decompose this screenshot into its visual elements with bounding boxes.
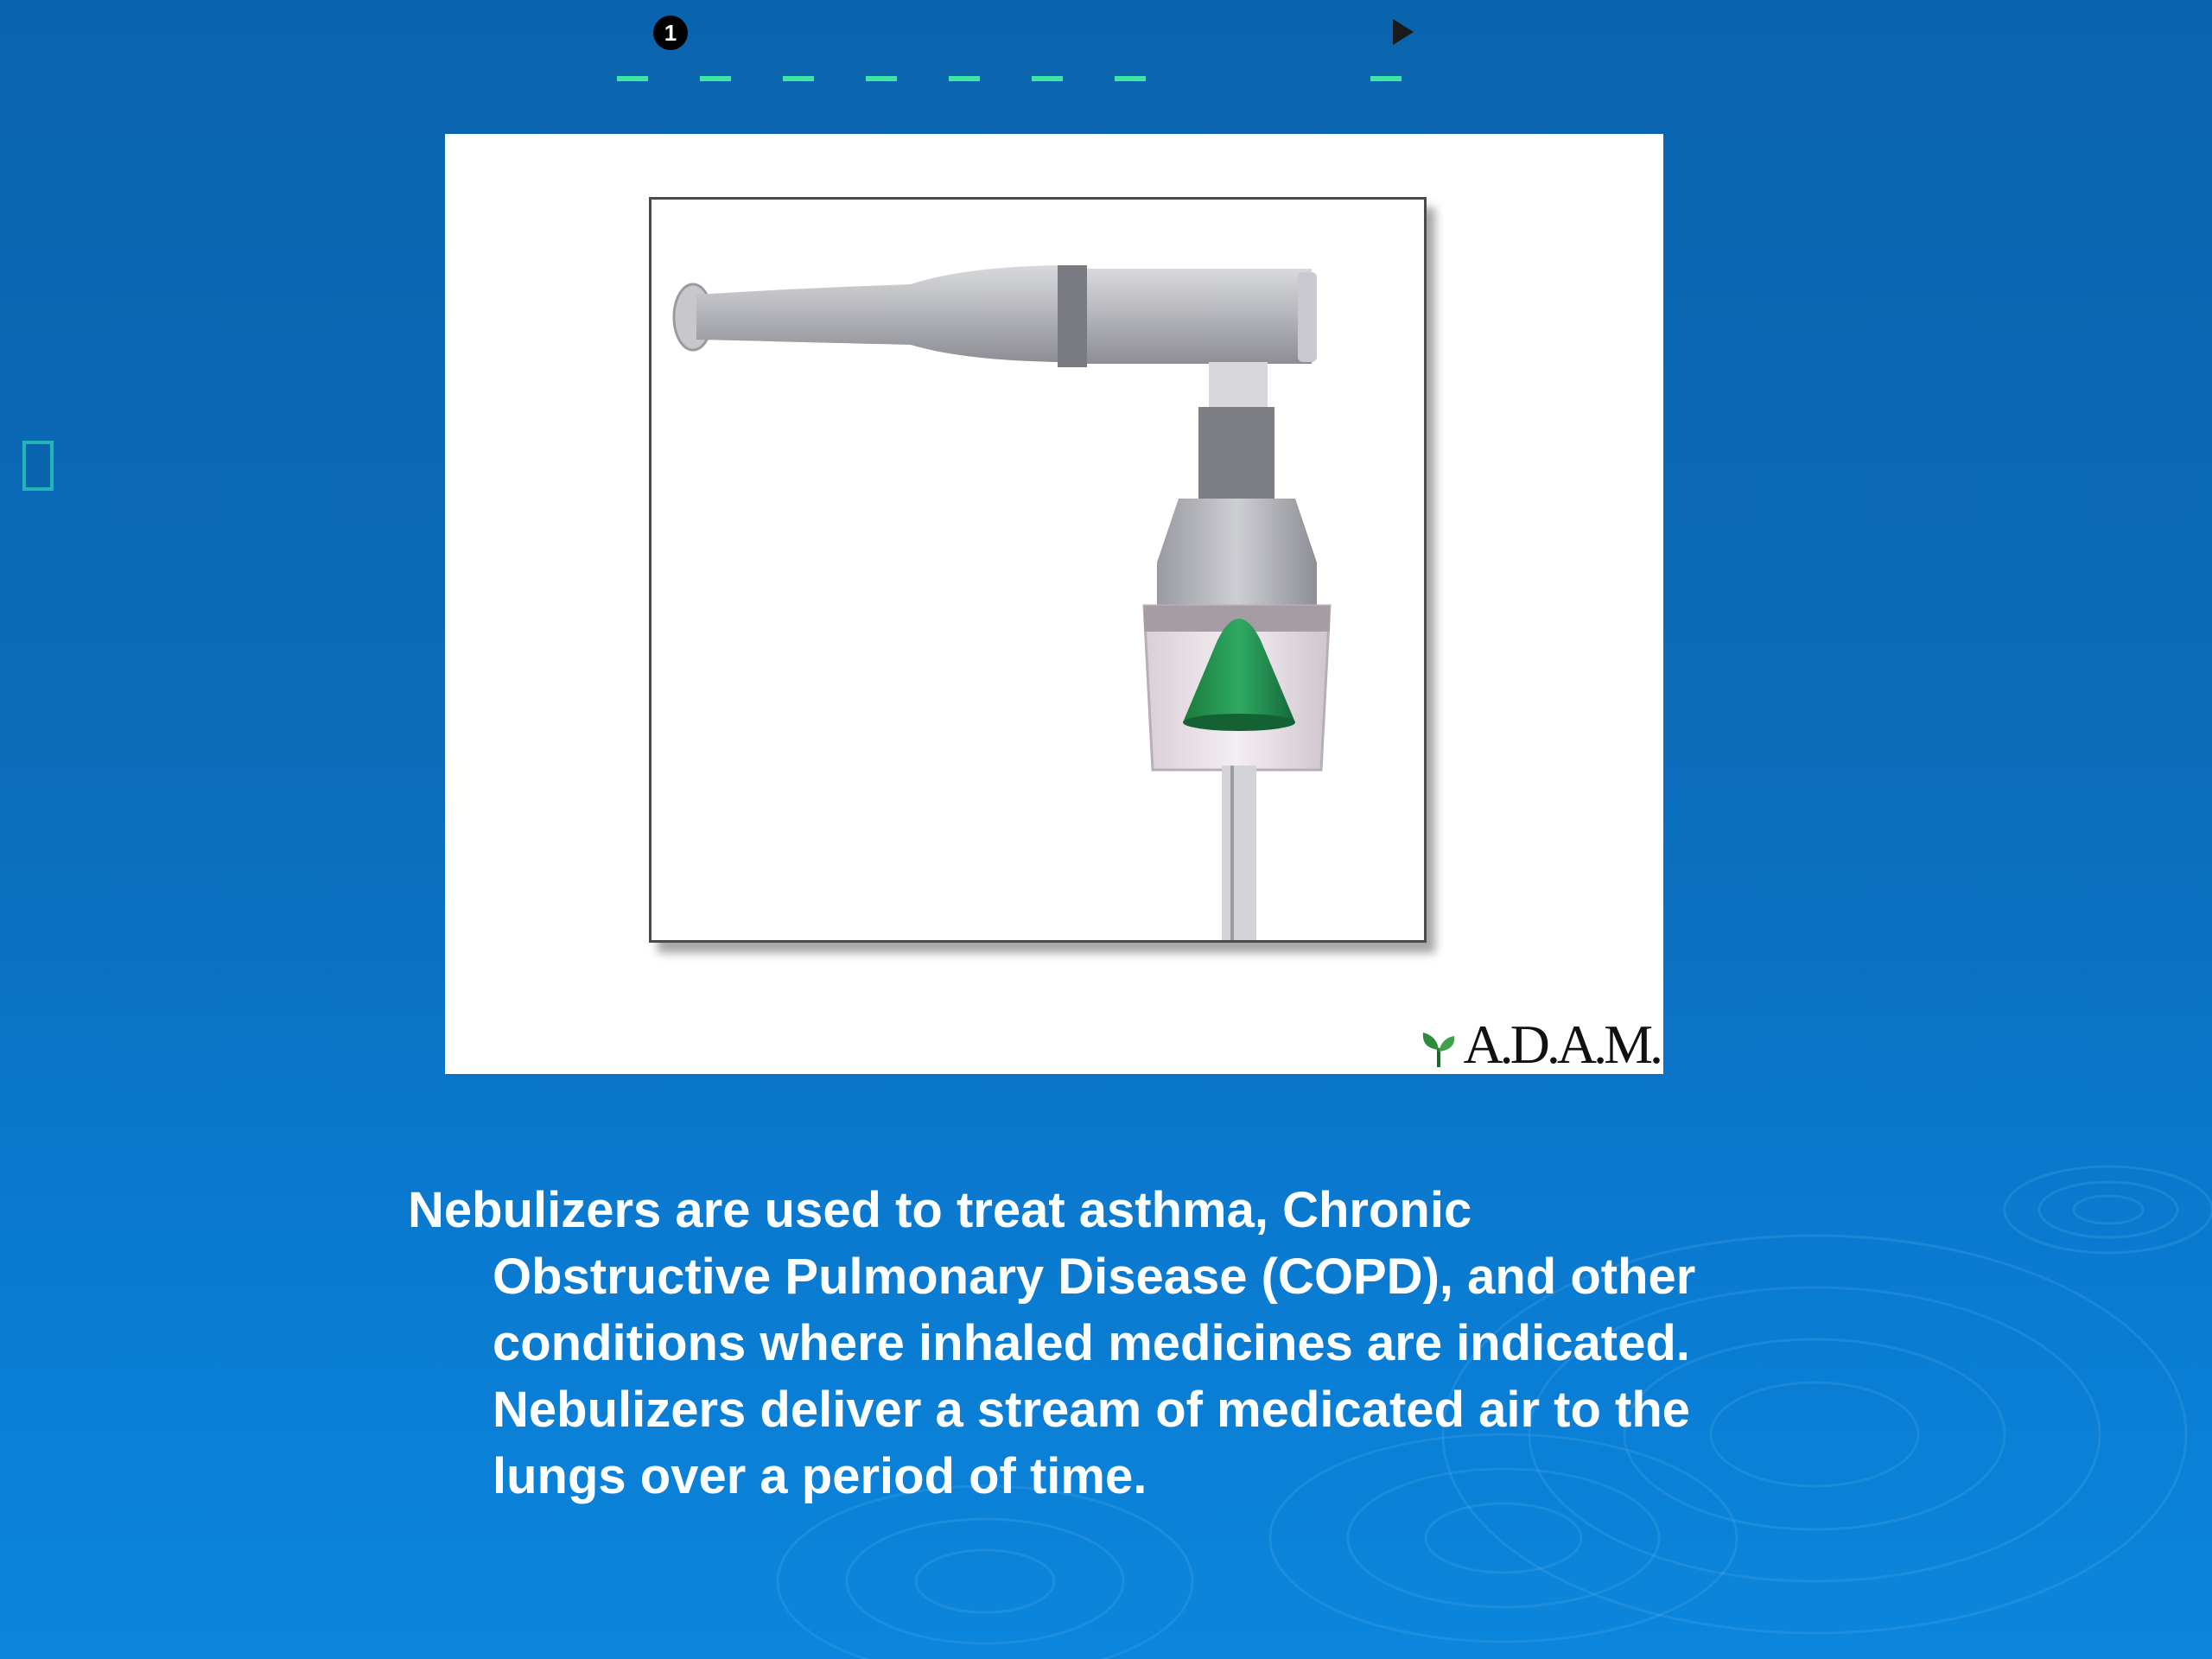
nebulizer-picture [445, 134, 1663, 1074]
progress-dash [866, 76, 897, 81]
photo-frame [649, 197, 1427, 943]
adam-logo [1418, 1014, 1660, 1075]
leaf-icon [1418, 1029, 1459, 1071]
description-line: lungs over a period of time. [493, 1448, 1147, 1504]
progress-dash [1115, 76, 1146, 81]
nebulizer-device-illustration [652, 200, 1424, 940]
placeholder-box-icon [22, 441, 54, 491]
adam-logo-text: A.D.A.M. [1463, 1014, 1660, 1075]
progress-dash [700, 76, 731, 81]
info-badge[interactable]: 1 [653, 16, 688, 50]
description-line: conditions where inhaled medicines are indicated. [493, 1315, 1690, 1371]
progress-dash [949, 76, 980, 81]
description-line: Nebulizers deliver a stream of medicated air to the [493, 1382, 1691, 1438]
progress-dash [783, 76, 814, 81]
progress-dash [1370, 76, 1402, 81]
description-line: Nebulizers are used to treat asthma, Chronic [408, 1182, 1472, 1238]
progress-dash [617, 76, 648, 81]
description-paragraph [408, 1177, 1894, 1510]
play-arrow-icon[interactable] [1393, 19, 1414, 45]
progress-dash [1032, 76, 1063, 81]
player-strip [605, 12, 1434, 90]
description-line: Obstructive Pulmonary Disease (COPD), and other [493, 1249, 1696, 1305]
